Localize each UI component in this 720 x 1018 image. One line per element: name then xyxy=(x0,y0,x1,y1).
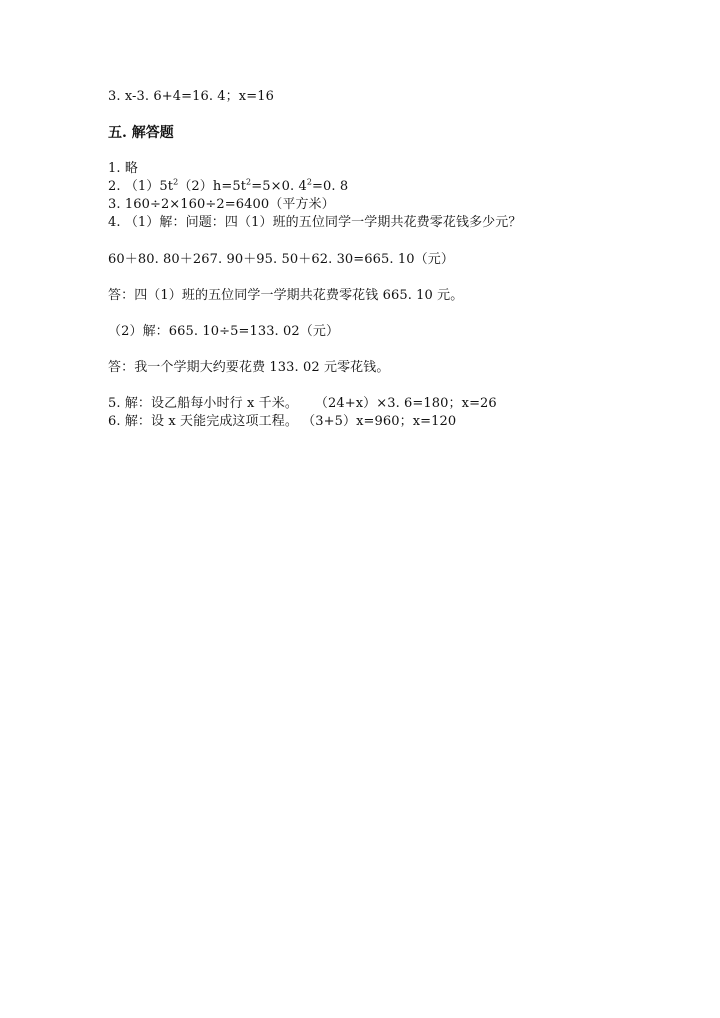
answer-line-5: 5. 解：设乙船每小时行 x 千米。 （24+x）×3. 6=180；x=26 xyxy=(108,396,497,411)
section-heading: 五. 解答题 xyxy=(108,125,174,141)
answer-2-text-a: 2. （1）5t xyxy=(108,179,174,194)
answer-line-4-answer-1: 答：四（1）班的五位同学一学期共花费零花钱 665. 10 元。 xyxy=(108,288,464,303)
answer-line-4-calculation: 60＋80. 80＋267. 90＋95. 50＋62. 30=665. 10（元） xyxy=(108,252,454,267)
answer-line-4-question: 4. （1）解：问题：四（1）班的五位同学一学期共花费零花钱多少元？ xyxy=(108,215,522,230)
answer-2-exponent-a: 2 xyxy=(173,177,179,187)
answer-2-exponent-c: 2 xyxy=(306,177,313,187)
answer-2-text-c: =5×0. 4 xyxy=(251,179,307,194)
answer-2-text-b: （2）h=5t xyxy=(178,179,247,194)
answer-line-3: 3. 160÷2×160÷2=6400（平方米） xyxy=(108,197,335,212)
answer-line-4-answer-2: 答：我一个学期大约要花费 133. 02 元零花钱。 xyxy=(108,360,390,375)
answer-line-2 xyxy=(108,178,348,196)
answer-2-text-d: =0. 8 xyxy=(312,179,349,194)
answer-line-4-part-2: （2）解：665. 10÷5=133. 02（元） xyxy=(108,324,340,339)
answer-2-exponent-b: 2 xyxy=(246,177,252,187)
answer-line-q3: 3. x-3. 6+4=16. 4；x=16 xyxy=(108,89,274,104)
answer-line-6: 6. 解：设 x 天能完成这项工程。 （3+5）x=960；x=120 xyxy=(108,414,457,429)
answer-line-1: 1. 略 xyxy=(108,161,138,176)
